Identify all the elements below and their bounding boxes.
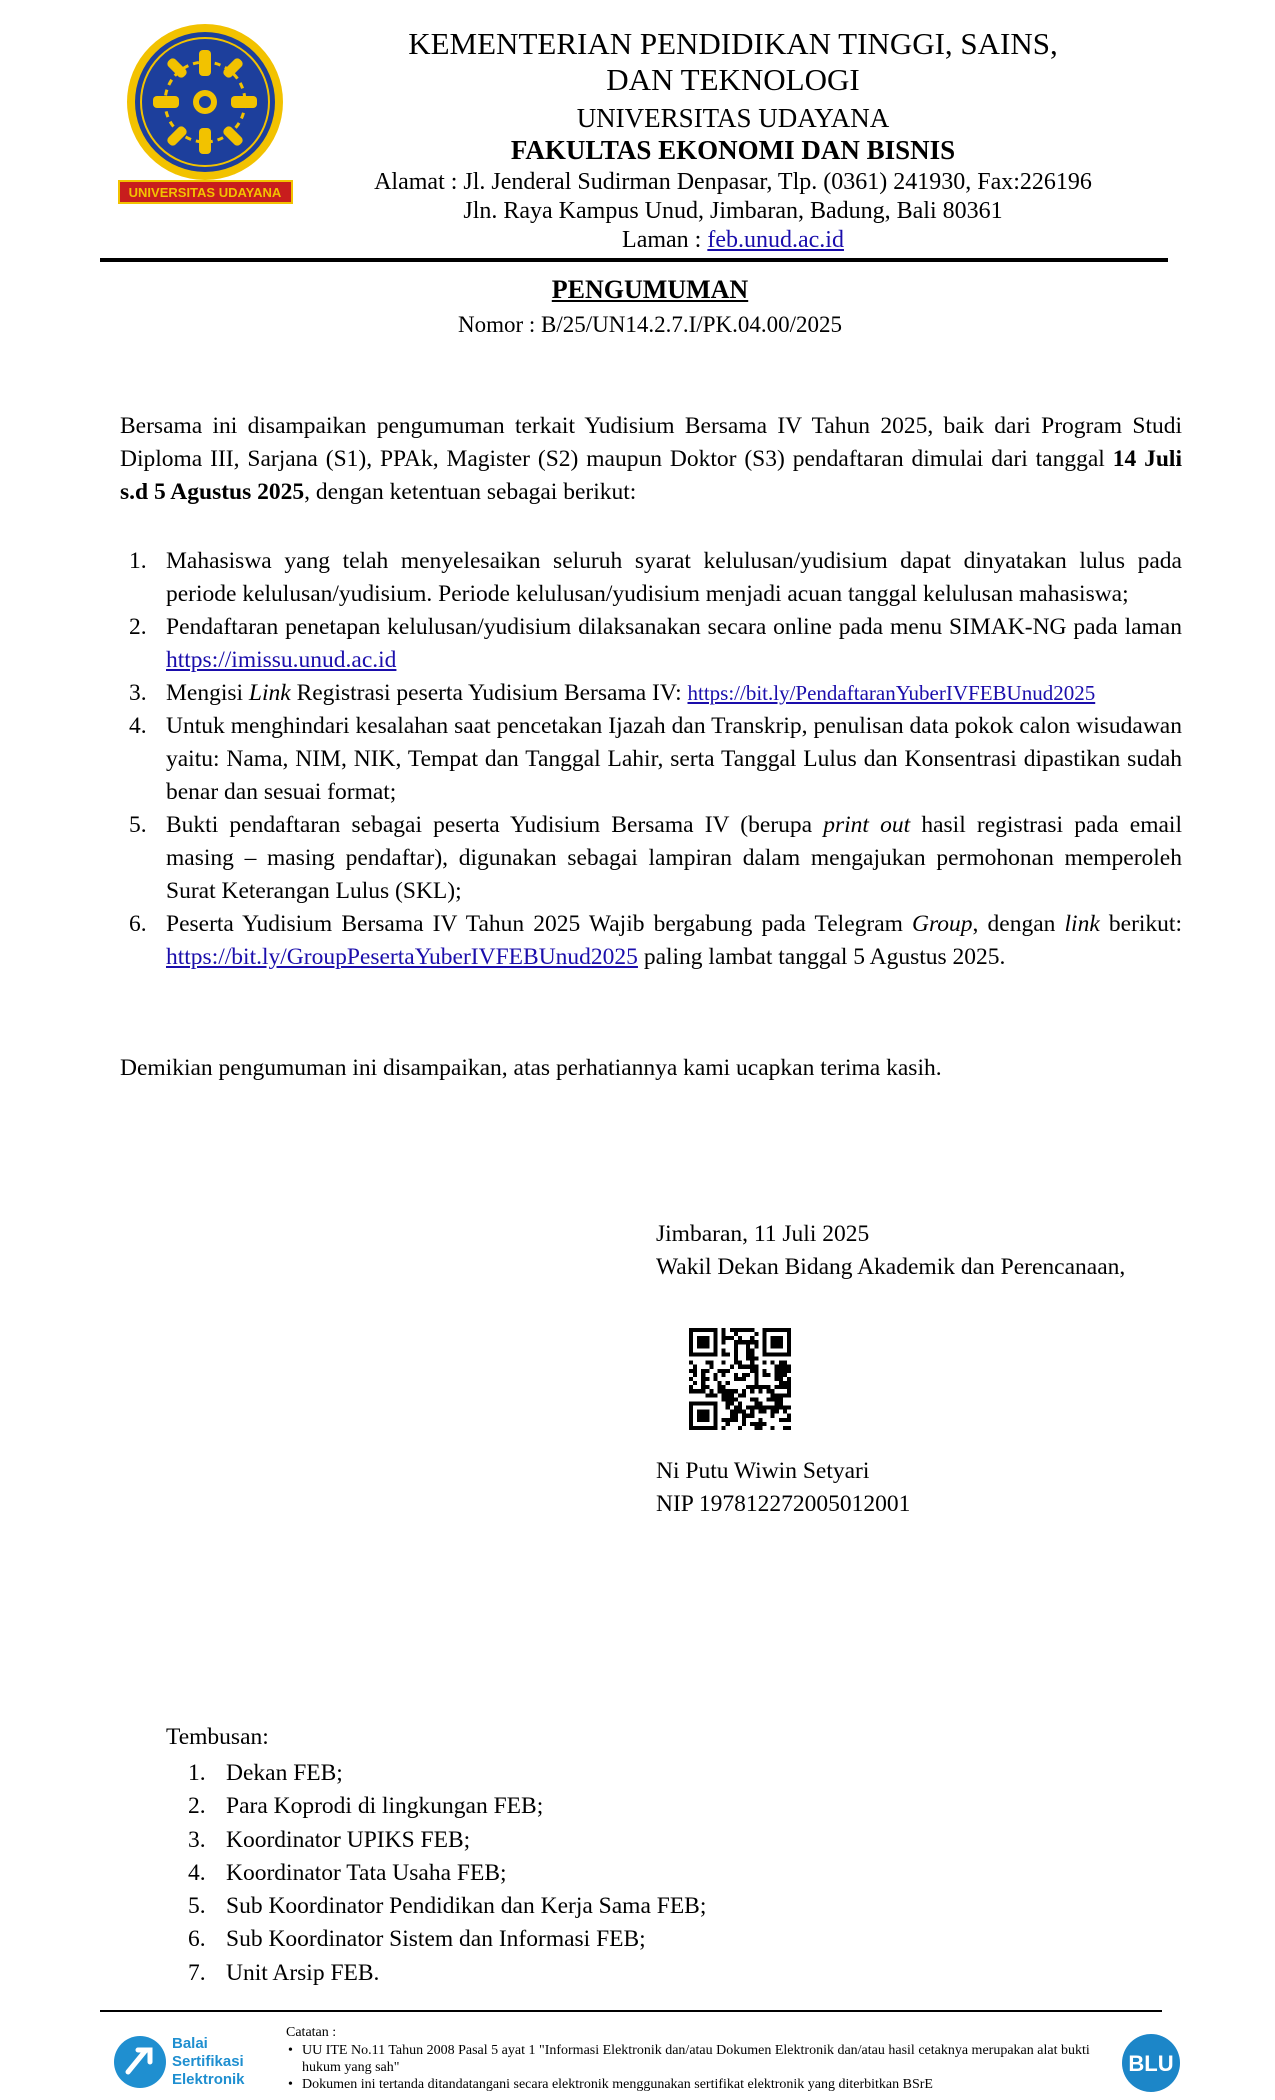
cc-number: 2. [188,1793,206,1820]
intro-paragraph [120,410,1182,509]
university-name: UNIVERSITAS UDAYANA [576,103,890,133]
item-text: paling lambat tanggal 5 Agustus 2025. [637,944,1006,970]
closing-paragraph: Demikian pengumuman ini disampaikan, atas perhatiannya kami ucapkan terima kasih. [120,1055,942,1081]
address-line2: Jln. Raya Kampus Unud, Jimbaran, Badung, Bali 80361 [463,198,1003,224]
cc-item [166,1957,706,1990]
footer-note: • Dokumen ini tertanda ditandatangani secara elektronik menggunakan sertifikat elektronik yang diterbitkan BSrE [286,2076,1116,2093]
ministry-line1: KEMENTERIAN PENDIDIKAN TINGGI, SAINS, [408,26,1058,61]
cc-label: Tembusan: [166,1724,269,1750]
bsre-text2: Sertifikasi [172,2053,244,2070]
website-label: Laman : [622,227,708,253]
cc-text: Sub Koordinator Sistem dan Informasi FEB; [226,1926,646,1953]
website-link[interactable]: feb.unud.ac.id [707,227,844,253]
item-italic: print out [823,812,911,838]
intro-text-end: , dengan ketentuan sebagai berikut: [304,479,637,505]
item-number: 5. [129,812,147,838]
footer-note: • UU ITE No.11 Tahun 2008 Pasal 5 ayat 1 "Informasi Elektronik dan/atau Dokumen Elektronik dan/atau hasil cetaknya merupakan alat bukti hukum yang sah" [286,2042,1116,2076]
item-number: 2. [129,614,147,640]
item-text: berikut: [1099,911,1182,937]
item-text: Peserta Yudisium Bersama IV Tahun 2025 Wajib bergabung pada Telegram [166,911,913,937]
item-italic: Group [912,911,973,937]
cc-item [166,1757,706,1790]
blu-text: BLU [1128,2051,1174,2076]
list-item [120,545,1182,611]
item-text: Mahasiswa yang telah menyelesaikan seluruh syarat kelulusan/yudisium dapat dinyatakan lulus pada periode kelulusan/yudisium. Periode kelulusan/yudisium menjadi acuan tanggal kelulusan mahasiswa; [166,548,1182,607]
item-number: 3. [129,680,147,706]
item-text: Mengisi [166,680,249,706]
list-item [120,908,1182,974]
item-italic: Link [248,680,291,706]
cc-text: Para Koprodi di lingkungan FEB; [226,1793,544,1820]
list-item [120,809,1182,908]
cc-text: Koordinator UPIKS FEB; [226,1826,471,1853]
cc-number: 6. [188,1926,206,1953]
cc-number: 5. [188,1893,206,1920]
item-number: 6. [129,911,147,937]
telegram-group-link[interactable]: https://bit.ly/GroupPesertaYuberIVFEBUnud2025 [166,944,638,970]
qr-code-icon [689,1328,791,1430]
imissu-link[interactable]: https://imissu.unud.ac.id [166,647,397,673]
cc-item [166,1790,706,1823]
logo-text: UNIVERSITAS UDAYANA [128,185,282,200]
cc-item [166,1923,706,1956]
note-label: Catatan : [286,2025,337,2040]
cc-item [166,1890,706,1923]
address-line1: Alamat : Jl. Jenderal Sudirman Denpasar, Tlp. (0361) 241930, Fax:226196 [374,169,1092,195]
announcement-title: PENGUMUMAN [551,275,749,304]
cc-text: Koordinator Tata Usaha FEB; [226,1859,507,1886]
list-item [120,710,1182,809]
bsre-text3: Elektronik [172,2071,245,2088]
header-divider [100,258,1168,262]
cc-text: Unit Arsip FEB. [226,1959,380,1986]
cc-text: Dekan FEB; [226,1760,343,1786]
item-text: Registrasi peserta Yudisium Bersama IV: [290,680,688,706]
intro-date-range: 14 Juli s.d 5 Agustus 2025 [120,446,1182,505]
ministry-line2: DAN TEKNOLOGI [606,62,860,97]
list-item [120,677,1182,710]
cc-number: 1. [188,1760,206,1786]
item-text: Pendaftaran penetapan kelulusan/yudisium dilaksanakan secara online pada menu SIMAK-NG pada laman [166,614,1182,640]
cc-text: Sub Koordinator Pendidikan dan Kerja Sama FEB; [226,1893,707,1920]
item-number: 4. [129,713,147,739]
cc-number: 7. [188,1959,206,1986]
website-line [300,228,1166,252]
requirements-list [120,545,1182,974]
blu-logo [1117,2032,1185,2094]
signatory-name: Ni Putu Wiwin Setyari [656,1458,870,1484]
footer-divider [100,2010,1162,2012]
item-text: , dengan [972,911,1065,937]
item-number: 1. [129,548,147,574]
item-text: hasil registrasi pada email masing – masing pendaftar), digunakan sebagai lampiran dalam mengajukan permohonan memperoleh Surat Keterangan Lulus (SKL); [166,812,1182,904]
list-item [120,611,1182,677]
faculty-name: FAKULTAS EKONOMI DAN BISNIS [510,135,956,165]
item-italic: link [1064,911,1100,937]
bsre-logo [110,2028,270,2096]
registration-link[interactable]: https://bit.ly/PendaftaranYuberIVFEBUnud2025 [687,681,1096,705]
bsre-text1: Balai [172,2035,208,2052]
cc-number: 4. [188,1859,206,1886]
letter-number: Nomor : B/25/UN14.2.7.I/PK.04.00/2025 [458,312,842,337]
cc-list [166,1757,706,1990]
cc-number: 3. [188,1826,206,1853]
intro-text: Bersama ini disampaikan pengumuman terkait Yudisium Bersama IV Tahun 2025, baik dari Program Studi Diploma III, Sarjana (S1), PPAk, Magister (S2) maupun Doktor (S3) pendaftaran dimulai dari tanggal [120,413,1182,472]
item-text: Bukti pendaftaran sebagai peserta Yudisium Bersama IV (berupa [166,812,824,838]
signature-role: Wakil Dekan Bidang Akademik dan Perencanaan, [656,1254,1126,1280]
university-logo [118,20,293,208]
signature-place-date: Jimbaran, 11 Juli 2025 [656,1221,870,1247]
cc-item [166,1824,706,1857]
cc-item [166,1857,706,1890]
item-text: Untuk menghindari kesalahan saat pencetakan Ijazah dan Transkrip, penulisan data pokok calon wisudawan yaitu: Nama, NIM, NIK, Tempat dan Tanggal Lahir, serta Tanggal Lulus dan Konsentrasi dipastikan sudah benar dan sesuai format; [166,713,1182,805]
signatory-nip: NIP 197812272005012001 [656,1491,911,1517]
footer-notes [286,2042,1116,2093]
